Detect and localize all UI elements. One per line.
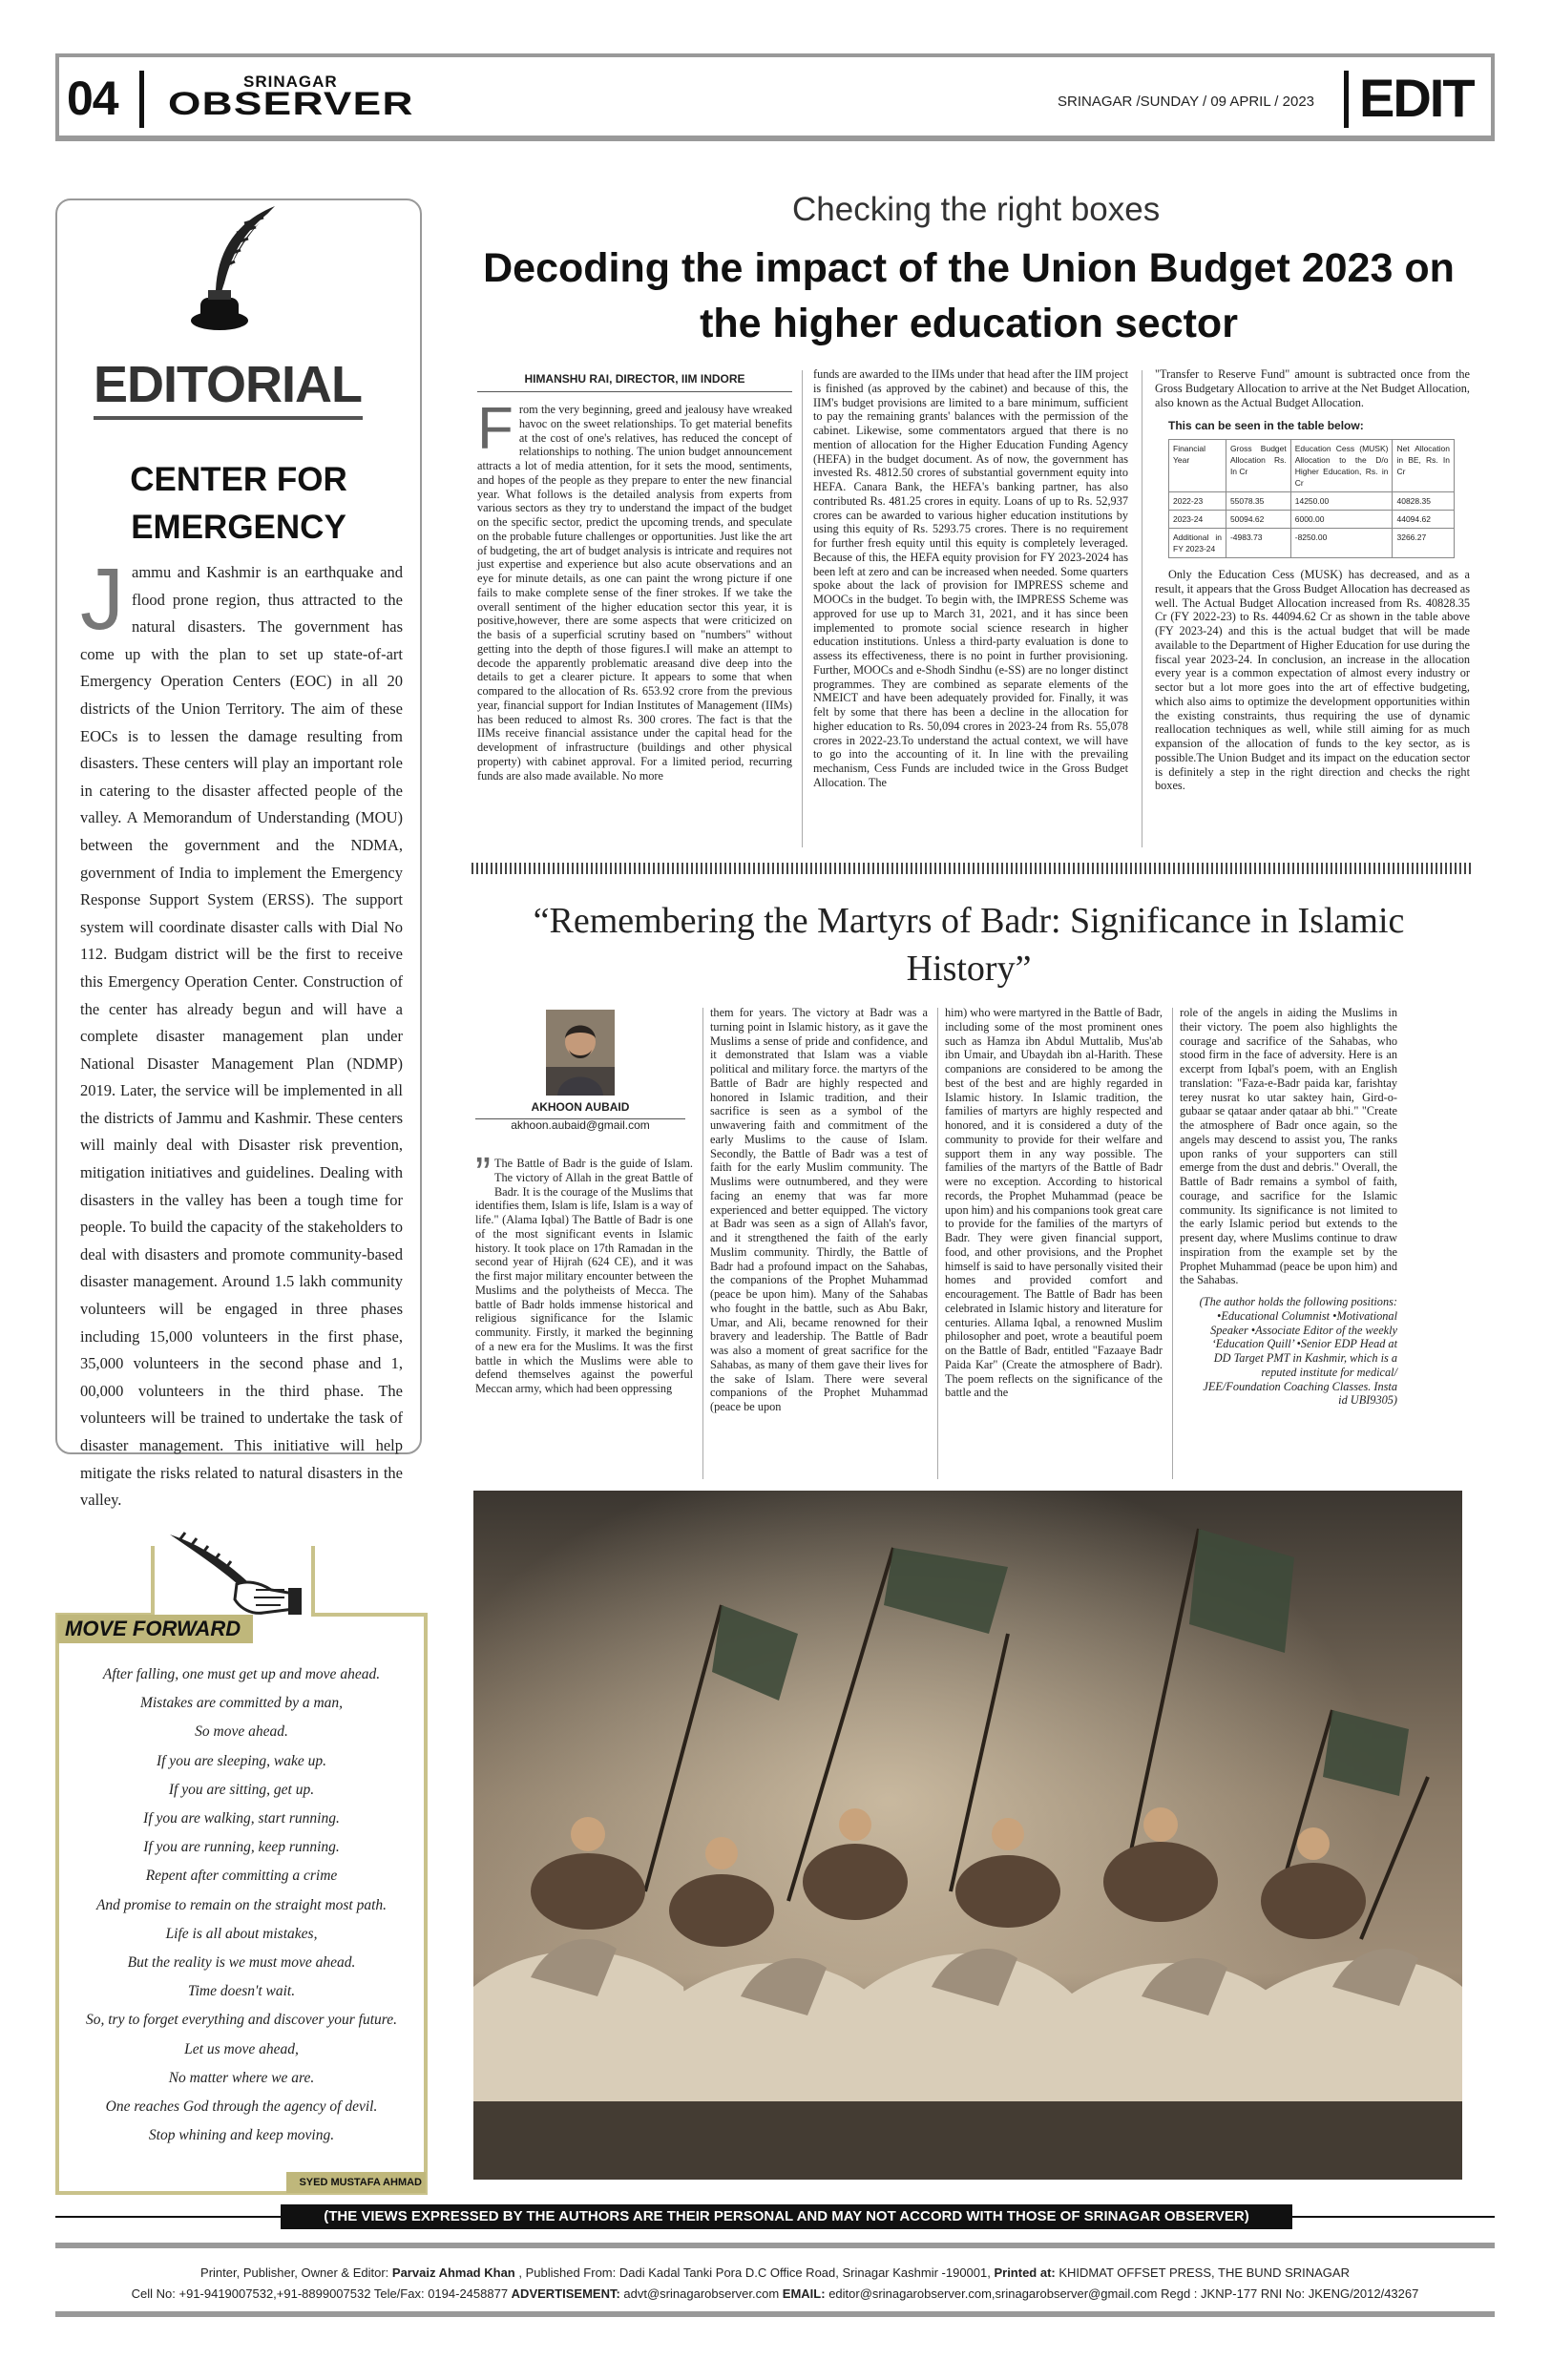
section-label: EDIT: [1359, 68, 1474, 128]
poem-line: If you are running, keep running.: [143, 1839, 340, 1856]
article-column: him) who were martyred in the Battle of Badr, including some of the most prominent ones such as Hamza ibn Abdul Muttalib, Mus'ab ibn Umair, and Ubaydah ibn al-Harith. These companions are considered to be among the best of the best and are highly regarded in Islamic history. In Islamic tradition, the families of martyrs are highly respected and honored, and it is considered a duty of the community to provide for their welfare and support them in any way possible. The families of the martyrs of the Battle of Badr were no exception. According to historical records, the Prophet Muhammad (peace be upon him) and his companions took great care to provide for the families of the martyrs of Badr. They were given financial support, food, and other provisions, and the Prophet himself is said to have personally visited their homes and provided comfort and encouragement. The Battle of Badr has been celebrated in Islamic history and literature for centuries. Allama Iqbal, a renowned Muslim philosopher and poet, wrote a beautiful poem on the Battle of Badr, entitled "Fazaaye Badr Paida Kar" (Create the atmosphere of Badr). The poem reflects on the significance of the battle and the: [945, 1006, 1163, 1400]
table-cell: 40828.35: [1393, 492, 1455, 511]
article-column: [477, 396, 792, 783]
contact-text: Cell No: +91-9419007532,+91-8899007532 Tele/Fax: 0194-2458877: [131, 2286, 512, 2301]
poem-line: So move ahead.: [195, 1723, 288, 1741]
table-cell: Gross Budget Allocation Rs. In Cr: [1226, 440, 1290, 492]
article-column: them for years. The victory at Badr was a turning point in Islamic history, as it gave the Muslims a sense of pride and confidence, and it demonstrated that Islam was a viable political and military force. the martyrs of the Battle of Badr are highly respected and honored in Islamic tradition, and their sacrifice is seen as a symbol of the unwavering faith and commitment of the early Muslims to the cause of Islam. Secondly, the Battle of Badr was a test of faith for the early Muslim community. The Muslims were outnumbered, and they were facing an enemy that was far more experienced and better equipped. The victory at Badr was seen as a sign of Allah's favor, and it strengthened the faith of the early Muslim community. Thirdly, the Battle of Badr had a profound impact on the Sahabas, the companions of the Prophet Muhammad (peace be upon him). Many of the Sahabas who fought in the battle, such as Abu Bakr, Umar, and Ali, became renowned for their bravery and leadership. The Battle of Badr was also a moment of great sacrifice for the Sahabas, as many of them gave their lives for the sake of Islam. There were several companions of the Prophet Muhammad (peace be upon: [710, 1006, 928, 1413]
table-caption: This can be seen in the table below:: [1168, 419, 1364, 433]
table-row: [1169, 529, 1455, 558]
editorial-rule: [94, 416, 363, 420]
masthead-divider: [1344, 71, 1349, 128]
section-divider: [472, 863, 1472, 874]
table-cell: 2022-23: [1169, 492, 1226, 511]
editorial-body: [80, 551, 403, 1514]
battle-illustration: [473, 1491, 1462, 2180]
table-cell: 3266.27: [1393, 529, 1455, 558]
poem-line: If you are sitting, get up.: [168, 1781, 315, 1798]
poem-line: Mistakes are committed by a man,: [139, 1695, 344, 1712]
table-cell: Financial Year: [1169, 440, 1226, 492]
disclaimer: (THE VIEWS EXPRESSED BY THE AUTHORS ARE THEIR PERSONAL AND MAY NOT ACCORD WITH THOSE OF SRINAGAR OBSERVER): [281, 2204, 1292, 2229]
frame-edge: [315, 1613, 428, 1617]
move-forward-tag: MOVE FORWARD: [57, 1615, 253, 1643]
table-cell: -8250.00: [1290, 529, 1393, 558]
page-number: 04: [67, 72, 118, 125]
table-cell: 44094.62: [1393, 511, 1455, 529]
poem-line: Time doesn't wait.: [187, 1983, 296, 2000]
column-text: "Transfer to Reserve Fund" amount is subtracted once from the Gross Budgetary Allocation to arrive at the Net Budget Allocation, also known as the Actual Budget Allocation.: [1155, 367, 1470, 409]
imprint-line: [55, 2265, 1495, 2280]
table-cell: 6000.00: [1290, 511, 1393, 529]
poem-line: Let us move ahead,: [184, 2040, 299, 2057]
logo-top: SRINAGAR: [243, 73, 338, 91]
poem-line: Stop whining and keep moving.: [148, 2127, 335, 2144]
poem-line: But the reality is we must move ahead.: [127, 1954, 356, 1972]
column-text: rom the very beginning, greed and jealousy have wreaked havoc on the sweet relationships. To get material benefits at the cost of one's relatives, has reduced the concept of relationships to nothing. The union budget announcement attracts a lot of media attention, for it sets the mood, sentiments, and hopes of the people as they prepare to enter the new financial year. What follows is the detailed analysis from experts from various sectors as they try to understand the impact of the budget on the specific sector, predict the upcoming trends, and speculate on the probable future challenges or opportunities. Just like the art of budgeting, the art of budget analysis is intricate and requires not just expertise and experience but also acute observations and an eye for minute details, as one can paint the wrong picture if one fails to make complete sense of the finer strokes. If we take the overall sentiment of the higher education sector this year, it is positive,however, there are some aspects that were criticized on the basis of a superficial scrutiny based on "numbers" without getting into the depth of those figures.I will make an attempt to decode the apparently problematic areasand dive deep into the details to get a clearer picture. It appears to some that when compared to the allocation of Rs. 653.92 crore from the previous year, financial support for Indian Institutes of Management (IIMs) has been reduced to almost Rs. 300 crores. The fact is that the IIMs receive financial assistance under the capital head for the development of infrastructure (buildings and other physical property) with cabinet approval. For a limited period, recurring funds are also made available. No more: [477, 403, 792, 783]
contact-text: editor@srinagarobserver.com,srinagarobserver@gmail.com Regd : JKNP-177 RNI No: JKENG/2012/43267: [825, 2286, 1419, 2301]
column-rule: [1172, 1008, 1173, 1479]
article-byline: HIMANSHU RAI, DIRECTOR, IIM INDORE: [477, 372, 792, 392]
drop-cap: F: [477, 396, 514, 462]
budget-table: [1168, 439, 1455, 558]
column-text: role of the angels in aiding the Muslims in their victory. The poem also highlights the courage and sacrifice of the Sahabas, who stood firm in the face of adversity. Here is an excerpt from Iqbal's poem, with an English translation: "Faza-e-Badr paida kar, farishtay terey nusrat ko utar saktey hain, Gird-o-gubaar se qataar ander qataar ab bhi." "Create the atmosphere of Badr once again, so the angels may descend to assist you, The ranks upon ranks of your supporters can still emerge from the dust and debris." Overall, the Battle of Badr remains a symbol of faith, courage, and sacrifice for the Islamic community. Its significance is not limited to the early Islamic period but extends to the present day, where Muslims continue to draw inspiration from the example set by the Prophet Muhammad (peace be upon him) and the Sahabas.: [1180, 1006, 1397, 1287]
table-cell: 2023-24: [1169, 511, 1226, 529]
drop-cap: J: [80, 551, 124, 648]
column-rule: [802, 370, 803, 847]
table-row: [1169, 440, 1455, 492]
imprint-text: , Published From: Dadi Kadal Tanki Pora D.C Office Road, Srinagar Kashmir -190001,: [514, 2265, 995, 2280]
table-cell: 14250.00: [1290, 492, 1393, 511]
contact-line: [55, 2286, 1495, 2301]
footer-rule: [55, 2216, 281, 2218]
poem-line: After falling, one must get up and move ahead.: [102, 1666, 381, 1682]
poem-line: No matter where we are.: [168, 2069, 315, 2086]
article-column: [1155, 367, 1470, 793]
quote-mark-icon: ”: [475, 1149, 491, 1200]
editorial-headline: CENTER FOR EMERGENCY: [130, 461, 347, 546]
imprint-text: KHIDMAT OFFSET PRESS, THE BUND SRINAGAR: [1055, 2265, 1350, 2280]
article-column: [475, 1149, 693, 1396]
table-row: [1169, 511, 1455, 529]
author-note: (The author holds the following positions: •Educational Columnist •Motivational Speaker •Associate Editor of the weekly ‘Education Quill’ •Senior EDP Head at DD Target PMT in Kashmir, which is a reputed institute for medical/ JEE/Foundation Coaching Classes. Insta id UBI9305): [1199, 1295, 1397, 1408]
article-headline: “Remembering the Martyrs of Badr: Significance in Islamic History”: [533, 901, 1405, 989]
table-cell: Education Cess (MUSK) Allocation to the D/o Higher Education, Rs. in Cr: [1290, 440, 1393, 492]
footer-rule: [55, 2243, 1495, 2248]
table-row: [1169, 492, 1455, 511]
column-rule: [702, 1008, 703, 1479]
poem-line: Life is all about mistakes,: [165, 1925, 318, 1942]
poem-line: So, try to forget everything and discover your future.: [85, 2012, 397, 2029]
article-byline: AKHOON AUBAID: [475, 1100, 685, 1119]
column-rule: [937, 1008, 938, 1479]
author-email: akhoon.aubaid@gmail.com: [511, 1118, 650, 1132]
table-cell: 55078.35: [1226, 492, 1290, 511]
table-cell: Additional in FY 2023-24: [1169, 529, 1226, 558]
quill-ink-icon: [179, 202, 284, 336]
poem-line: And promise to remain on the straight most path.: [95, 1896, 388, 1913]
imprint-editor: Parvaiz Ahmad Khan: [391, 2265, 515, 2280]
frame-edge: [151, 1546, 155, 1617]
article-column: funds are awarded to the IIMs under that head after the IIM project is finished (as approved by the cabinet) and because of this, the IIM's budget provisions are limited to a bare minimum, sufficient to pay the remaining grants' balances with the permission of the cabinet. Likewise, some commentators argued that there is no mention of allocation for the Higher Education Funding Agency (HEFA) in the budget document. As of now, the government has invested Rs. 4812.50 crores of substantial government equity into HEFA. Canara Bank, the HEFA's banking partner, has also contributed Rs. 481.25 crores in equity. Loans of up to Rs. 52,937 crores can be awarded to various higher education institutions by using this equity of Rs. 5293.75 crores. There is no requirement for further fresh equity until this equity is completely leveraged. Because of this, the HEFA equity provision for FY 2023-2024 has been left at zero and can be increased when needed. Some quarters spoke about the lack of provision for IMPRESS scheme and MOOCs in the budget. To begin with, the IMPRESS Scheme was approved for use up to March 31, 2021, and it has since been implemented to promote social science research in higher education institutions. Unless a third-party evaluation is done to assess its effectiveness, there is no point in further provisioning. Further, MOOCs and e-Shodh Sindhu (e-SS) are no longer distinct programmes. They are combined as separate elements of the NMEICT and have been adequately provided for. Finally, it was felt by some that there has been a decline in the allocation for higher education to Rs. 50,094 crores in 2023-24 from Rs. 55,078 crores in 2022-23.To understand the actual context, we will have to go into the accounting of it. In line with the prevailing mechanism, Cess Funds are included twice in the Gross Budget Allocation. The: [813, 367, 1128, 789]
logo: OBSERVER: [168, 86, 414, 122]
table-cell: 50094.62: [1226, 511, 1290, 529]
editorial-text: ammu and Kashmir is an earthquake and flood prone region, thus attracted to the natural disasters. The government has come up with the plan to set up state-of-art Emergency Operation Centers (EOC) in all 20 districts of the Union Territory. The aim of these EOCs is to lessen the damage resulting from disasters. These centers will play an important role in catering to the disaster affected people of the valley. A Memorandum of Understanding (MOU) between the government and the NDMA, government of India to implement the Emergency Response Support System (ERSS). The support system will coordinate disaster calls with Dial No 112. Budgam district will be the first to receive this Emergency Operation Center. Construction of the center has already begun and will have a complete disaster management plan under National Disaster Management Plan (NDMP) 2019. Later, the service will be implemented in all the districts of Jammu and Kashmir. These centers will mainly deal with Disaster risk prevention, mitigation initiatives and guidelines. Dealing with disasters in the valley has been a tough time for people. To build the capacity of the stakeholders to deal with disasters and promote community-based disaster management. Around 1.5 lakh community volunteers will be engaged in three phases including 15,000 volunteers in the first phase, 35,000 volunteers in the second phase and 1, 00,000 volunteers in the third phase. The volunteers will be trained to undertake the task of disaster management. This initiative will help mitigate the risks related to natural disasters in the valley.: [80, 563, 403, 1510]
masthead-divider: [139, 71, 144, 128]
dateline: SRINAGAR /SUNDAY / 09 APRIL / 2023: [1058, 94, 1315, 110]
poem-line: Repent after committing a crime: [145, 1868, 338, 1885]
author-photo: [546, 1010, 615, 1096]
contact-label: EMAIL:: [782, 2286, 826, 2301]
table-cell: -4983.73: [1226, 529, 1290, 558]
column-text: The Battle of Badr is the guide of Islam. The victory of Allah in the great Battle of Badr. It is the courage of the Muslims that identifies them, Islam is life, Islam is a way of life." (Alama Iqbal) The Battle of Badr is one of the most significant events in Islamic history. It took place on 17th Ramadan in the second year of Hijrah (624 CE), and it was the first major military encounter between the Muslims and the polytheists of Mecca. The battle of Badr holds immense historical and religious significance for the Islamic community. Firstly, it marked the beginning of a new era for the Muslims. It was the first battle in which the Muslims were able to defend themselves against the powerful Meccan army, which had been oppressing: [475, 1157, 693, 1395]
poem: [59, 1660, 424, 2150]
imprint-label: Printed at:: [994, 2265, 1056, 2280]
poem-line: One reaches God through the agency of devil.: [105, 2098, 378, 2116]
contact-text: advt@srinagarobserver.com: [619, 2286, 783, 2301]
poem-author: SYED MUSTAFA AHMAD: [286, 2172, 426, 2193]
contact-label: ADVERTISEMENT:: [511, 2286, 620, 2301]
poem-line: If you are sleeping, wake up.: [156, 1752, 327, 1769]
editorial-title: EDITORIAL: [94, 356, 363, 413]
column-text: Only the Education Cess (MUSK) has decreased, and as a result, it appears that the Gross Budget Allocation has decreased as well. The Actual Budget Allocation increased from Rs. 40828.35 Cr (FY 2022-23) to Rs. 44094.62 Cr as shown in the table above (FY 2023-24) and this is the actual budget that will be made available to the Department of Higher Education for use during the fiscal year 2023-24. In conclusion, an increase in the allocation every year is a common expectation of almost every industry or sector but a lot more goes into the art of effective budgeting, which also aims to optimize the development opportunities within the existing constraints, thus requiring the use of dynamic reallocation techniques as well, while still aiming for as much expansion of the allocation of funds to the key sector, as is possible.The Union Budget and its impact on the education sector is definitely a step in the right direction and checks the right boxes.: [1155, 568, 1470, 793]
article-kicker: Checking the right boxes: [792, 191, 1161, 228]
article-headline: Decoding the impact of the Union Budget 2023 on the higher education sector: [483, 245, 1455, 346]
table-cell: Net Allocation in BE, Rs. In Cr: [1393, 440, 1455, 492]
poem-line: If you are walking, start running.: [143, 1810, 340, 1827]
footer-rule: [55, 2311, 1495, 2317]
footer-rule: [1292, 2216, 1495, 2218]
frame-edge: [311, 1546, 315, 1617]
imprint-text: Printer, Publisher, Owner & Editor:: [200, 2265, 392, 2280]
article-column: [1180, 1006, 1397, 1408]
